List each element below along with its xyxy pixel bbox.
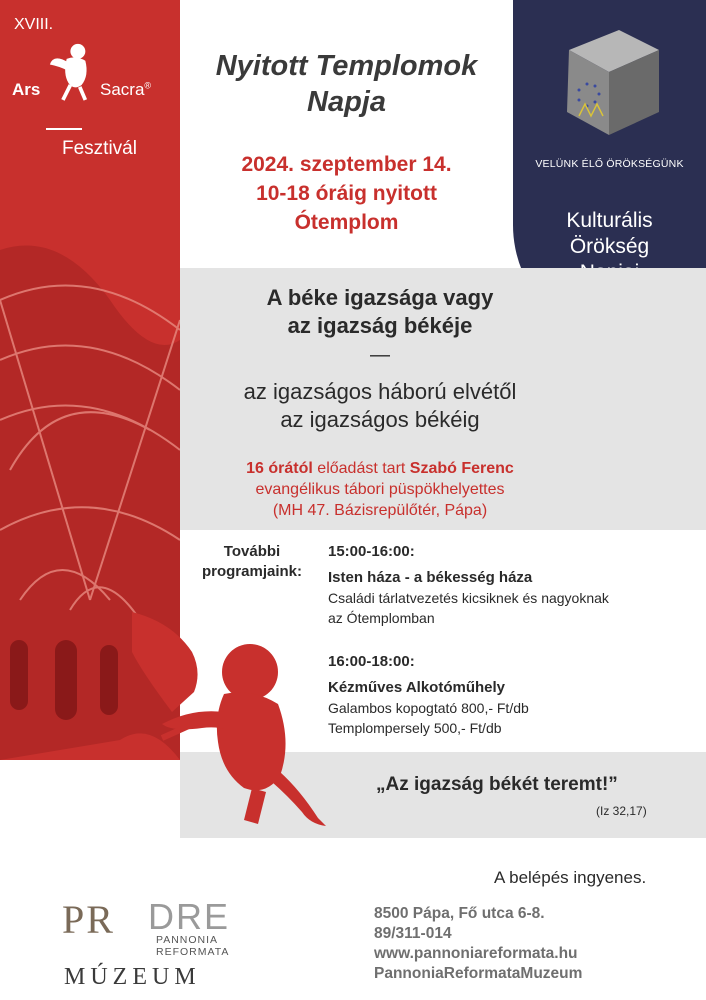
lecture-text-mid: előadást tart [312,460,410,477]
registered-mark: ® [144,80,152,91]
lecture-subtitle [180,378,580,434]
museum-mark-left: PR [62,897,115,942]
museum-name-line3: MÚZEUM [64,964,201,990]
quote-reference: (Iz 32,17) [596,804,647,818]
festival-sacra-text: Sacra [100,80,145,99]
museum-mark-right: DRE [148,896,231,937]
program-title: Kézműves Alkotóműhely [328,679,505,696]
festival-logo [0,14,180,164]
festival-sacra [100,80,151,100]
programs-label-line1: További [223,543,281,560]
lecture-title-line1: A béke igazsága vagy [266,285,494,310]
event-details [180,150,513,237]
museum-logo [60,896,240,996]
contact-website[interactable]: www.pannoniareformata.hu [374,945,578,962]
program-desc-line2: Templompersely 500,- Ft/db [328,720,502,736]
logo-divider [46,128,82,130]
lecture-subtitle-line2: az igazságos békéig [280,407,480,432]
festival-number: XVIII. [14,16,54,33]
festival-ars: Ars [12,80,41,99]
lecture-time: 16 órától [246,460,313,477]
program-time: 16:00-18:00: [328,653,415,670]
stone-cube-icon [549,20,669,140]
lecture-speaker-line [180,458,580,479]
program-time: 15:00-16:00: [328,543,415,560]
cherub-logo-icon [48,36,104,106]
contact-phone: 89/311-014 [374,925,452,942]
event-title-line2: Napja [307,86,386,118]
heritage-line2: Örökség [569,235,650,258]
lecture-info [180,458,580,521]
lecture-subtitle-line1: az igazságos háború elvétől [243,379,517,404]
event-title-line1: Nyitott Templomok [215,50,478,82]
lecture-title-line2: az igazság békéje [287,313,473,338]
contact-block [374,904,582,984]
program-desc-line2: az Ótemplomban [328,610,435,626]
lecture-speaker: Szabó Ferenc [409,460,514,477]
lecture-dash: — [370,344,390,366]
cherub-silhouette-icon [132,612,332,842]
programs-label [180,542,324,582]
lecture-role: evangélikus tábori püspökhelyettes [255,481,505,498]
program-item [328,542,698,628]
event-date: 2024. szeptember 14. [241,153,452,176]
contact-social[interactable]: PannoniaReformataMuzeum [374,965,583,982]
museum-name-line2: REFORMATA [156,946,230,958]
event-hours: 10-18 óráig nyitott [256,182,437,205]
entry-info: A belépés ingyenes. [494,868,647,887]
contact-address: 8500 Pápa, Fő utca 6-8. [374,905,545,922]
event-venue: Ótemplom [294,211,399,234]
heritage-line1: Kulturális [566,209,653,232]
museum-name-line1: PANNONIA [156,934,219,946]
quote-text: „Az igazság békét teremt!” [376,774,618,795]
program-title: Isten háza - a békesség háza [328,569,533,586]
program-desc-line1: Családi tárlatvezetés kicsiknek és nagyoknak [328,590,609,606]
programs-label-line2: programjaink: [201,563,303,580]
program-item [328,652,698,738]
festival-name: Fesztivál [62,138,137,159]
program-desc-line1: Galambos kopogtató 800,- Ft/db [328,700,529,716]
lecture-title [180,284,580,340]
event-title [180,48,513,120]
heritage-tagline: VELÜNK ÉLŐ ÖRÖKSÉGÜNK [535,158,684,170]
lecture-affiliation: (MH 47. Bázisrepülőtér, Pápa) [272,502,488,519]
